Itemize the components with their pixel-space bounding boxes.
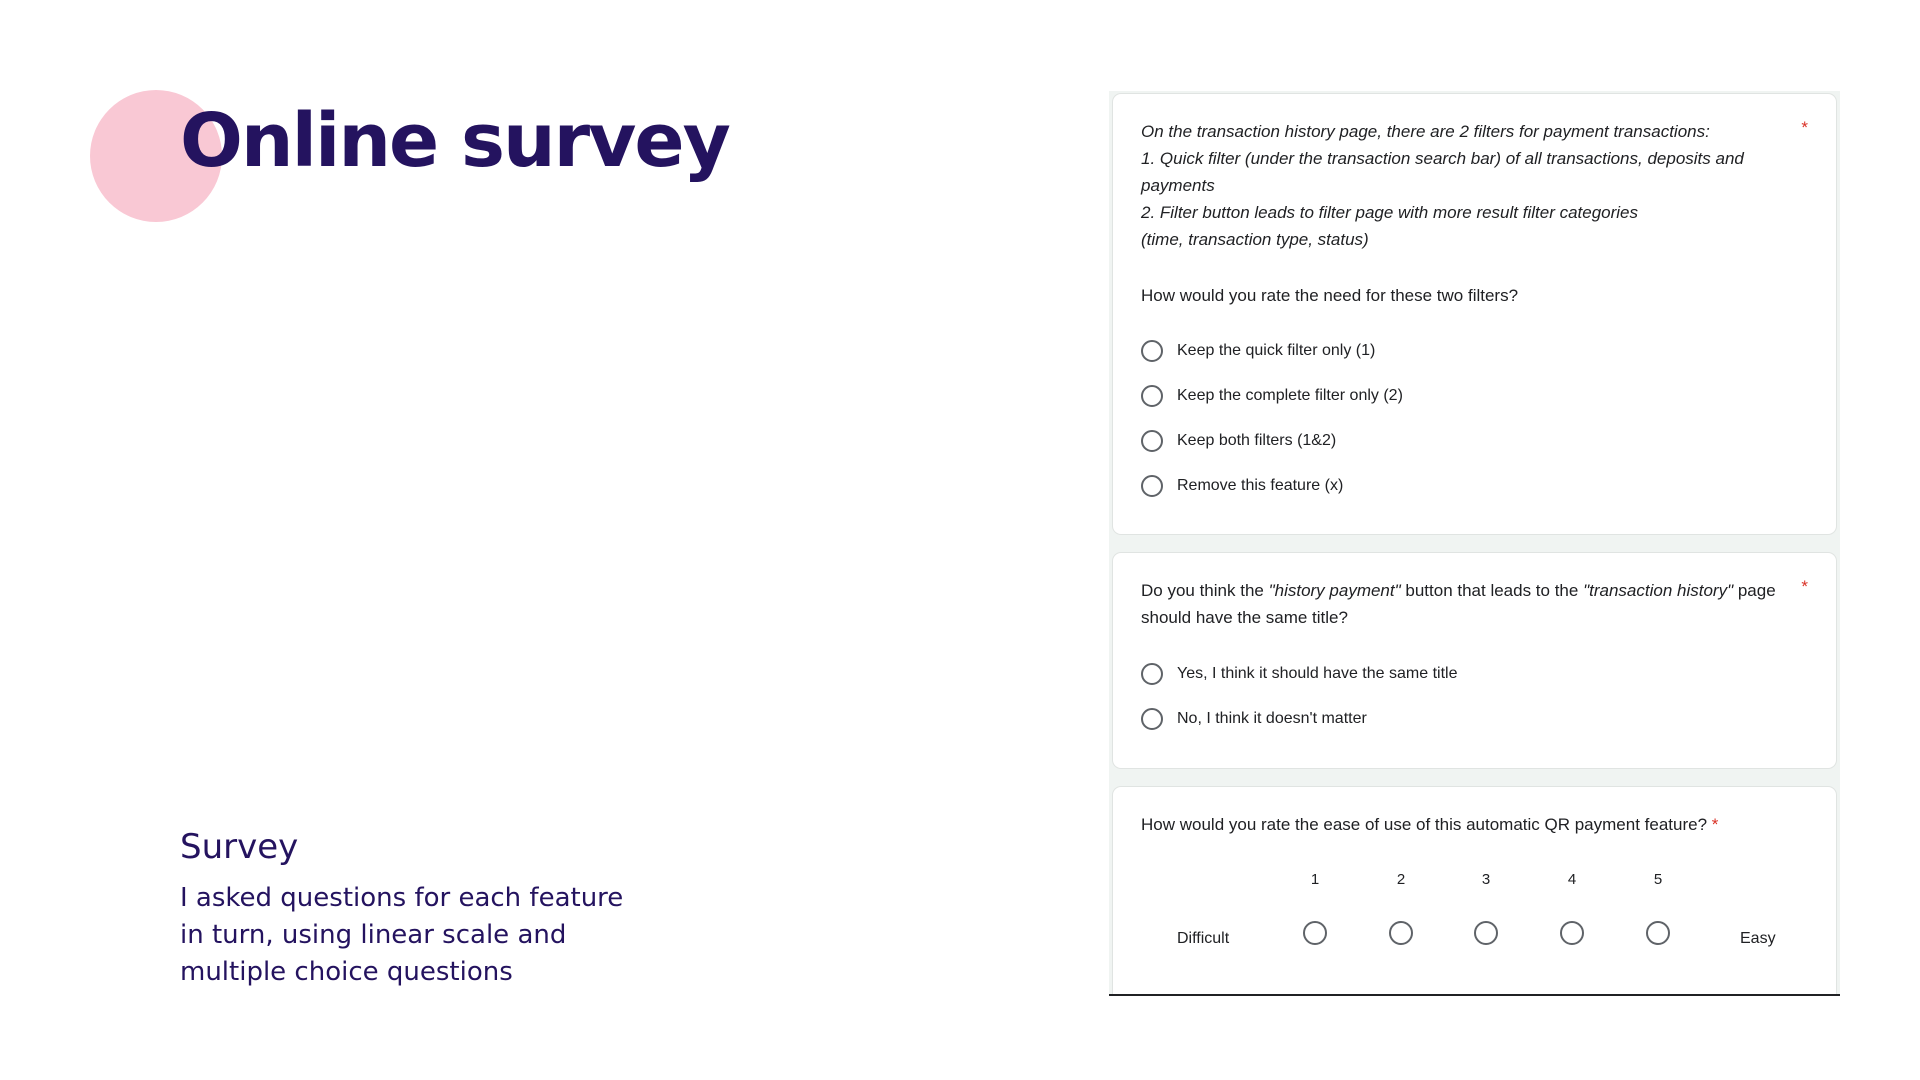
section-description: I asked questions for each feature in turn, using linear scale and multiple choice questions	[180, 883, 624, 987]
scale-number: 4	[1567, 871, 1577, 888]
question-card-history-title	[1113, 553, 1836, 768]
scale-radio-4[interactable]	[1560, 921, 1584, 945]
scale-radio-3[interactable]	[1474, 921, 1498, 945]
question-prompt	[1141, 811, 1821, 838]
question-card-filters	[1113, 94, 1836, 534]
option-complete-filter[interactable]	[1141, 385, 1403, 407]
scale-number: 2	[1396, 871, 1406, 888]
option-label: Yes, I think it should have the same title	[1177, 665, 1458, 682]
radio-icon[interactable]	[1141, 708, 1163, 730]
survey-form-screenshot	[1109, 91, 1840, 996]
question-intro-line: 2. Filter button leads to filter page with more result filter categories	[1141, 203, 1639, 222]
scale-radio-5[interactable]	[1646, 921, 1670, 945]
required-asterisk: *	[1801, 118, 1808, 137]
question-text-emphasis: "transaction history"	[1583, 581, 1734, 600]
question-prompt	[1141, 577, 1781, 631]
radio-icon[interactable]	[1141, 663, 1163, 685]
section-heading: Survey	[180, 827, 299, 867]
scale-low-label: Difficult	[1177, 930, 1230, 947]
question-text-part: Do you think the	[1141, 581, 1269, 600]
question-intro	[1141, 118, 1781, 253]
question-text-emphasis: "history payment"	[1268, 581, 1401, 600]
option-quick-filter[interactable]	[1141, 340, 1375, 362]
question-prompt: How would you rate the need for these two filters?	[1141, 286, 1519, 305]
required-asterisk: *	[1711, 815, 1719, 834]
option-remove-feature[interactable]	[1141, 475, 1343, 497]
option-doesnt-matter[interactable]	[1141, 708, 1367, 730]
radio-icon[interactable]	[1141, 430, 1163, 452]
required-asterisk: *	[1801, 577, 1808, 596]
radio-icon[interactable]	[1141, 340, 1163, 362]
scale-number: 3	[1481, 871, 1491, 888]
option-label: Keep the quick filter only (1)	[1177, 342, 1376, 359]
scale-radio-1[interactable]	[1303, 921, 1327, 945]
question-card-qr-ease	[1113, 787, 1836, 996]
question-intro-line: 1. Quick filter (under the transaction search bar) of all transactions, deposits and payments	[1141, 149, 1744, 195]
option-same-title[interactable]	[1141, 663, 1457, 685]
radio-icon[interactable]	[1141, 385, 1163, 407]
question-text-part: page should have the same title?	[1141, 581, 1776, 627]
question-intro-line: (time, transaction type, status)	[1141, 230, 1369, 249]
question-text-part: button that leads to the	[1400, 581, 1584, 600]
scale-number: 1	[1310, 871, 1320, 888]
scale-high-label: Easy	[1740, 930, 1776, 947]
option-label: No, I think it doesn't matter	[1177, 710, 1367, 727]
option-both-filters[interactable]	[1141, 430, 1336, 452]
option-label: Remove this feature (x)	[1177, 477, 1344, 494]
radio-icon[interactable]	[1141, 475, 1163, 497]
question-intro-line: On the transaction history page, there are 2 filters for payment transactions:	[1141, 122, 1710, 141]
scale-number: 5	[1653, 871, 1663, 888]
scale-radio-2[interactable]	[1389, 921, 1413, 945]
page-title: Online survey	[180, 98, 729, 184]
option-label: Keep both filters (1&2)	[1177, 432, 1337, 449]
question-text: How would you rate the ease of use of this automatic QR payment feature?	[1141, 815, 1708, 834]
option-label: Keep the complete filter only (2)	[1177, 387, 1403, 404]
